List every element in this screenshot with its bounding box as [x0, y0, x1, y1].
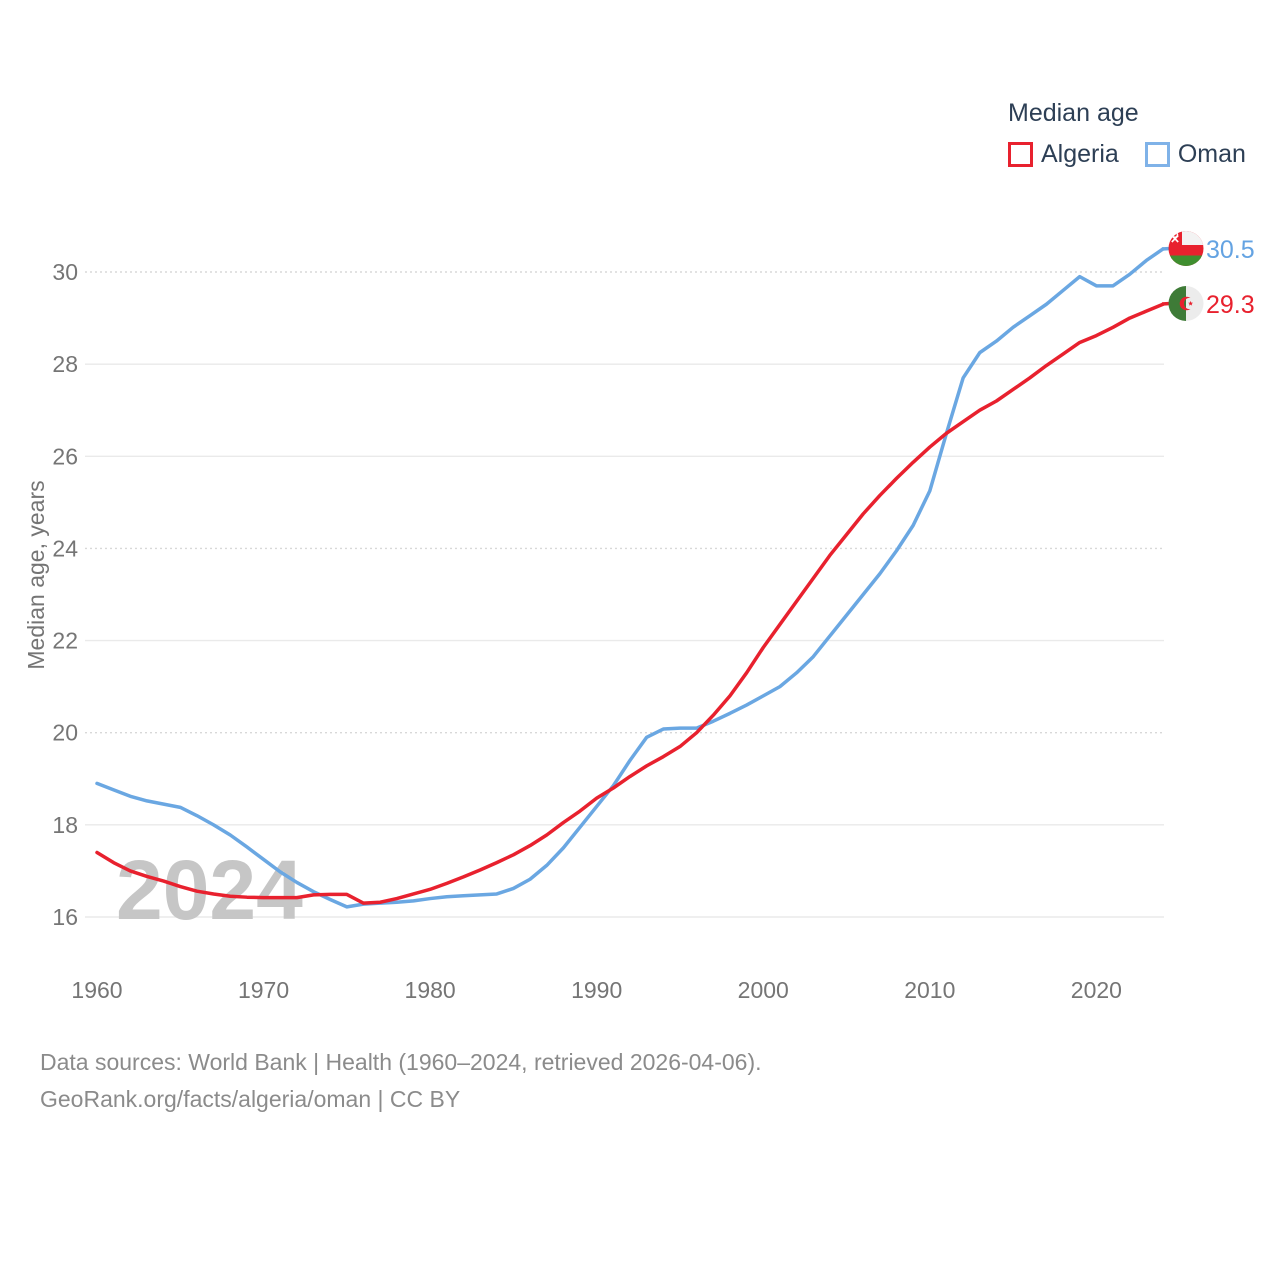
algeria-swatch-icon [1008, 142, 1033, 167]
legend-title: Median age [1008, 99, 1139, 127]
x-tick-label: 2010 [904, 977, 956, 1003]
legend-row [1008, 140, 1246, 169]
footer-license-line: GeoRank.org/facts/algeria/oman | CC BY [40, 1086, 461, 1112]
x-tick-label: 2000 [737, 977, 789, 1003]
oman-flag-icon [1168, 231, 1204, 267]
y-tick-label: 22 [52, 627, 78, 654]
x-tick-label: 1960 [71, 977, 123, 1003]
legend-item-oman[interactable] [1145, 140, 1246, 169]
x-tick-label: 1970 [237, 977, 290, 1003]
algeria-line-series[interactable] [97, 304, 1163, 903]
legend-label-oman: Oman [1177, 140, 1246, 168]
oman-end-marker [1162, 231, 1204, 267]
y-tick-label: 24 [52, 535, 78, 562]
algeria-flag-icon [1168, 286, 1204, 322]
gridlines-layer [85, 272, 1164, 917]
legend-item-algeria[interactable] [1008, 140, 1119, 169]
y-tick-label: 20 [52, 719, 78, 746]
footer-source-line: Data sources: World Bank | Health (1960–2024, retrieved 2026-04-06). [40, 1049, 762, 1075]
y-tick-label: 16 [52, 904, 78, 930]
legend-label-algeria: Algeria [1041, 140, 1119, 168]
y-tick-label: 18 [52, 811, 78, 838]
y-tick-label: 30 [52, 259, 78, 285]
y-tick-label: 28 [52, 351, 78, 378]
footer [40, 1044, 762, 1118]
x-tick-label: 1980 [404, 977, 456, 1003]
algeria-end-marker [1162, 286, 1204, 322]
y-axis-title: Median age, years [23, 480, 49, 670]
x-tick-label: 1990 [571, 977, 623, 1003]
oman-swatch-icon [1145, 142, 1170, 167]
watermark-year: 2024 [116, 843, 303, 937]
y-tick-label: 26 [52, 443, 78, 470]
algeria-value-label: 29.3 [1206, 291, 1255, 319]
series-layer [97, 249, 1163, 907]
x-tick-label: 2020 [1070, 977, 1122, 1003]
legend [1008, 99, 1246, 169]
oman-value-label: 30.5 [1206, 236, 1255, 264]
oman-line-series[interactable] [97, 249, 1163, 907]
